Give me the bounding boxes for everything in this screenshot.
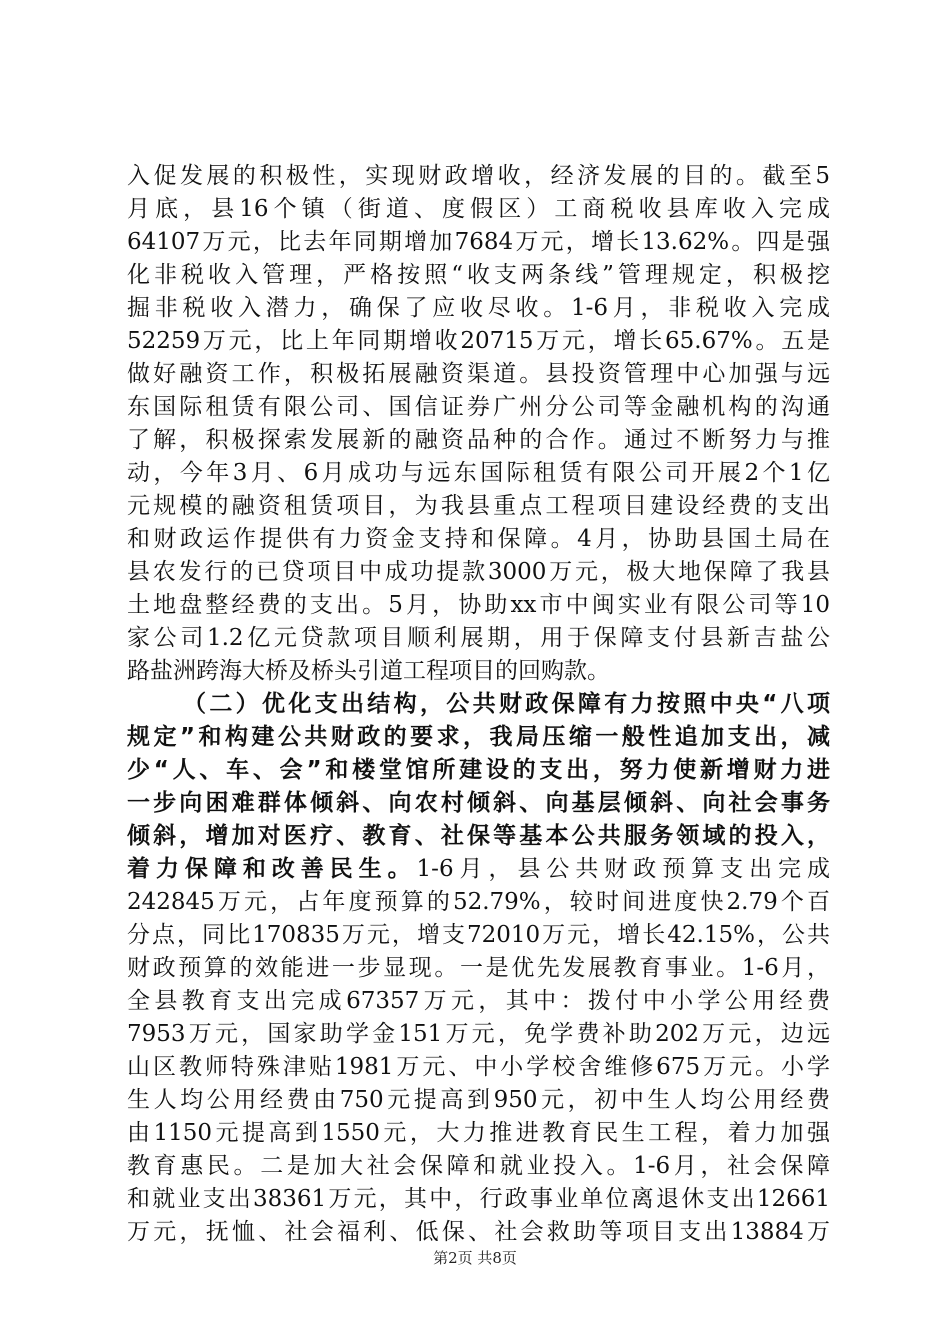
text-line: 土地盘整经费的支出。5月，协助xx市中闽实业有限公司等10	[127, 592, 830, 618]
text-line: 东国际租赁有限公司、国信证券广州分公司等金融机构的沟通	[127, 394, 830, 420]
text-line: 和就业支出38361万元，其中，行政事业单位离退休支出12661	[127, 1186, 830, 1212]
text-line: 动，今年3月、6月成功与远东国际租赁有限公司开展2个1亿	[127, 460, 830, 486]
text-line: 月底，县16个镇（街道、度假区）工商税收县库收入完成	[127, 196, 830, 222]
text-line: 山区教师特殊津贴1981万元、中小学校舍维修675万元。小学	[127, 1054, 830, 1080]
page-number-footer: 第2页 共8页	[433, 1249, 517, 1267]
text-line: 万元，抚恤、社会福利、低保、社会救助等项目支出13884万	[127, 1219, 830, 1245]
text-line: 做好融资工作，积极拓展融资渠道。县投资管理中心加强与远	[127, 361, 830, 387]
text-line: 财政预算的效能进一步显现。一是优先发展教育事业。1-6月，	[127, 955, 830, 981]
bold-text-line: 少“人、车、会”和楼堂馆所建设的支出，努力使新增财力进	[127, 757, 830, 783]
text-line: 全县教育支出完成67357万元，其中：拨付中小学公用经费	[127, 988, 830, 1014]
section-heading-line: （二）优化支出结构，公共财政保障有力按照中央“八项	[183, 691, 830, 717]
text-line: 教育惠民。二是加大社会保障和就业投入。1-6月，社会保障	[127, 1153, 830, 1179]
bold-text-line: 倾斜，增加对医疗、教育、社保等基本公共服务领域的投入，	[127, 823, 830, 849]
text-line: 242845万元，占年度预算的52.79%，较时间进度快2.79个百	[127, 889, 830, 915]
mixed-text-line	[127, 853, 830, 886]
text-line: 生人均公用经费由750元提高到950元，初中生人均公用经费	[127, 1087, 830, 1113]
bold-text-line: 规定”和构建公共财政的要求，我局压缩一般性追加支出，减	[127, 724, 830, 750]
bold-text-line: 一步向困难群体倾斜、向农村倾斜、向基层倾斜、向社会事务	[127, 790, 830, 816]
text-line: 掘非税收入潜力，确保了应收尽收。1-6月，非税收入完成	[127, 295, 830, 321]
text-line: 52259万元，比上年同期增收20715万元，增长65.67%。五是	[127, 328, 830, 354]
text-line: 县农发行的已贷项目中成功提款3000万元，极大地保障了我县	[127, 559, 830, 585]
text-line: 化非税收入管理，严格按照“收支两条线”管理规定，积极挖	[127, 262, 830, 288]
text-line: 了解，积极探索发展新的融资品种的合作。通过不断努力与推	[127, 427, 830, 453]
text-line: 元规模的融资租赁项目，为我县重点工程项目建设经费的支出	[127, 493, 830, 519]
text-line: 和财政运作提供有力资金支持和保障。4月，协助县国土局在	[127, 526, 830, 552]
text-line: 7953万元，国家助学金151万元，免学费补助202万元，边远	[127, 1021, 830, 1047]
text-line: 分点，同比170835万元，增支72010万元，增长42.15%，公共	[127, 922, 830, 948]
bold-phrase: 着力保障和改善民生。	[127, 856, 417, 882]
text-line: 64107万元，比去年同期增加7684万元，增长13.62%。四是强	[127, 229, 830, 255]
document-body	[127, 160, 830, 1249]
text-line: 由1150元提高到1550元，大力推进教育民生工程，着力加强	[127, 1120, 830, 1146]
text-line: 路盐洲跨海大桥及桥头引道工程项目的回购款。	[127, 658, 610, 684]
text-line: 入促发展的积极性，实现财政增收，经济发展的目的。截至5	[127, 163, 830, 189]
text-phrase: 1-6月，县公共财政预算支出完成	[416, 856, 830, 882]
text-line: 家公司1.2亿元贷款项目顺利展期，用于保障支付县新吉盐公	[127, 625, 830, 651]
